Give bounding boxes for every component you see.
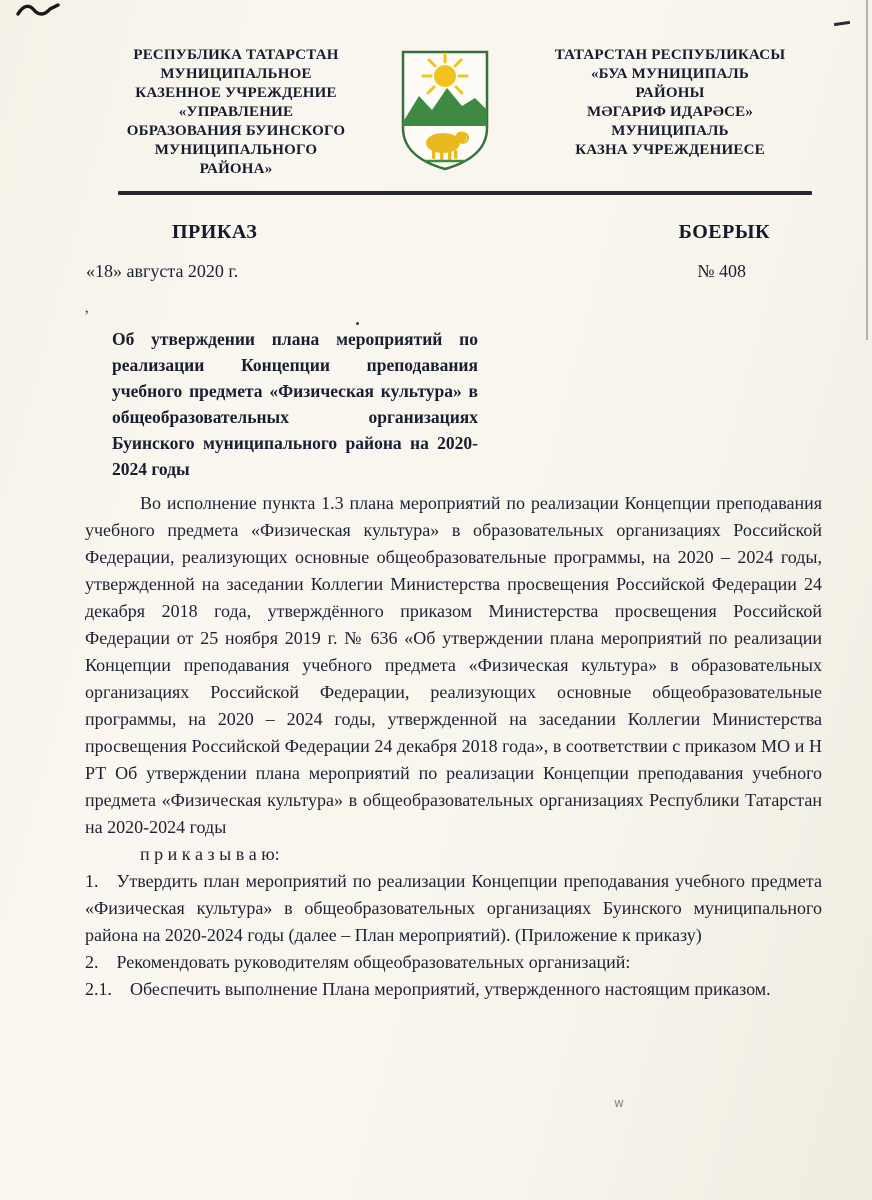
org-ru-line: ОБРАЗОВАНИЯ БУИНСКОГО <box>126 123 346 139</box>
header-divider <box>118 191 812 195</box>
order-date-row <box>0 261 872 282</box>
coat-of-arms-image <box>398 48 492 174</box>
scan-artifact-dot <box>356 322 359 325</box>
scan-artifact-handwriting: w <box>614 1096 624 1110</box>
org-tat-line: МУНИЦИПАЛЬ <box>611 123 729 139</box>
org-name-russian <box>102 46 370 179</box>
order-body <box>85 490 822 1003</box>
org-ru-line: МУНИЦИПАЛЬНОГО <box>154 142 318 158</box>
org-tat-line: ТАТАРСТАН РЕСПУБЛИКАСЫ <box>554 47 786 63</box>
org-tat-line: «БУА МУНИЦИПАЛЬ <box>590 66 750 82</box>
decree-word: п р и к а з ы в а ю: <box>140 844 280 864</box>
org-ru-line: РЕСПУБЛИКА ТАТАРСТАН <box>133 47 339 63</box>
order-item-2: 2. Рекомендовать руководителям общеобразовательных организаций: <box>85 952 631 972</box>
org-tat-line: МӘГАРИФ ИДАРӘСЕ» <box>586 104 754 120</box>
order-item-2-1: 2.1. Обеспечить выполнение Плана мероприятий, утвержденного настоящим приказом. <box>85 979 771 999</box>
org-ru-line: «УПРАВЛЕНИЕ <box>178 104 294 120</box>
org-ru-line: РАЙОНА» <box>199 161 273 177</box>
org-tat-line: РАЙОНЫ <box>635 85 705 101</box>
org-ru-line: КАЗЕННОЕ УЧРЕЖДЕНИЕ <box>135 85 337 101</box>
order-title-russian: ПРИКАЗ <box>172 221 258 243</box>
order-number: № 408 <box>697 261 746 281</box>
order-subject: Об утверждении плана мероприятий по реализации Концепции преподавания учебного предмета «Физическая культура» в общеобразовательных организациях Буинского муниципального района на 2020-2024 годы <box>112 329 478 479</box>
org-ru-line: МУНИЦИПАЛЬНОЕ <box>160 66 312 82</box>
org-tat-line: КАЗНА УЧРЕЖДЕНИЕСЕ <box>575 142 765 158</box>
order-title-tatar: БОЕРЫК <box>678 221 770 243</box>
coat-of-arms <box>398 48 492 174</box>
org-name-tatar <box>504 46 836 160</box>
order-date: «18» августа 2020 г. <box>86 261 239 281</box>
scan-artifact-comma: ’ <box>84 308 90 325</box>
order-title-row <box>0 221 872 244</box>
sun <box>434 65 456 87</box>
body-paragraph-intro: Во исполнение пункта 1.3 плана мероприятий по реализации Концепции преподавания учебного предмета «Физическая культура» в образовательных организациях Российской Федерации, реализующих основные общеобразовательные программы, на 2020 – 2024 годы, утвержденной на заседании Коллегии Министерства просвещения Российской Федерации 24 декабря 2018 года, утверждённого приказом Министерства просвещения Российской Федерации от 25 ноября 2019 г. № 636 «Об утверждении плана мероприятий по реализации Концепции преподавания учебного предмета «Физическая культура» в образовательных организациях Российской Федерации, реализующих основные общеобразовательные программы, на 2020 – 2024 годы, утвержденной на заседании Коллегии Министерства просвещения Российской Федерации 24 декабря 2018 года», в соответствии с приказом МО и Н РТ Об утверждении плана мероприятий по реализации Концепции преподавания учебного предмета «Физическая культура» в общеобразовательных организациях Республики Татарстан на 2020-2024 годы <box>85 493 822 837</box>
order-item-1: 1. Утвердить план мероприятий по реализации Концепции преподавания учебного предмета «Физическая культура» в общеобразовательных организациях Буинского муниципального района на 2020-2024 годы (далее – План мероприятий). (Приложение к приказу) <box>85 871 822 945</box>
letterhead <box>0 0 872 179</box>
